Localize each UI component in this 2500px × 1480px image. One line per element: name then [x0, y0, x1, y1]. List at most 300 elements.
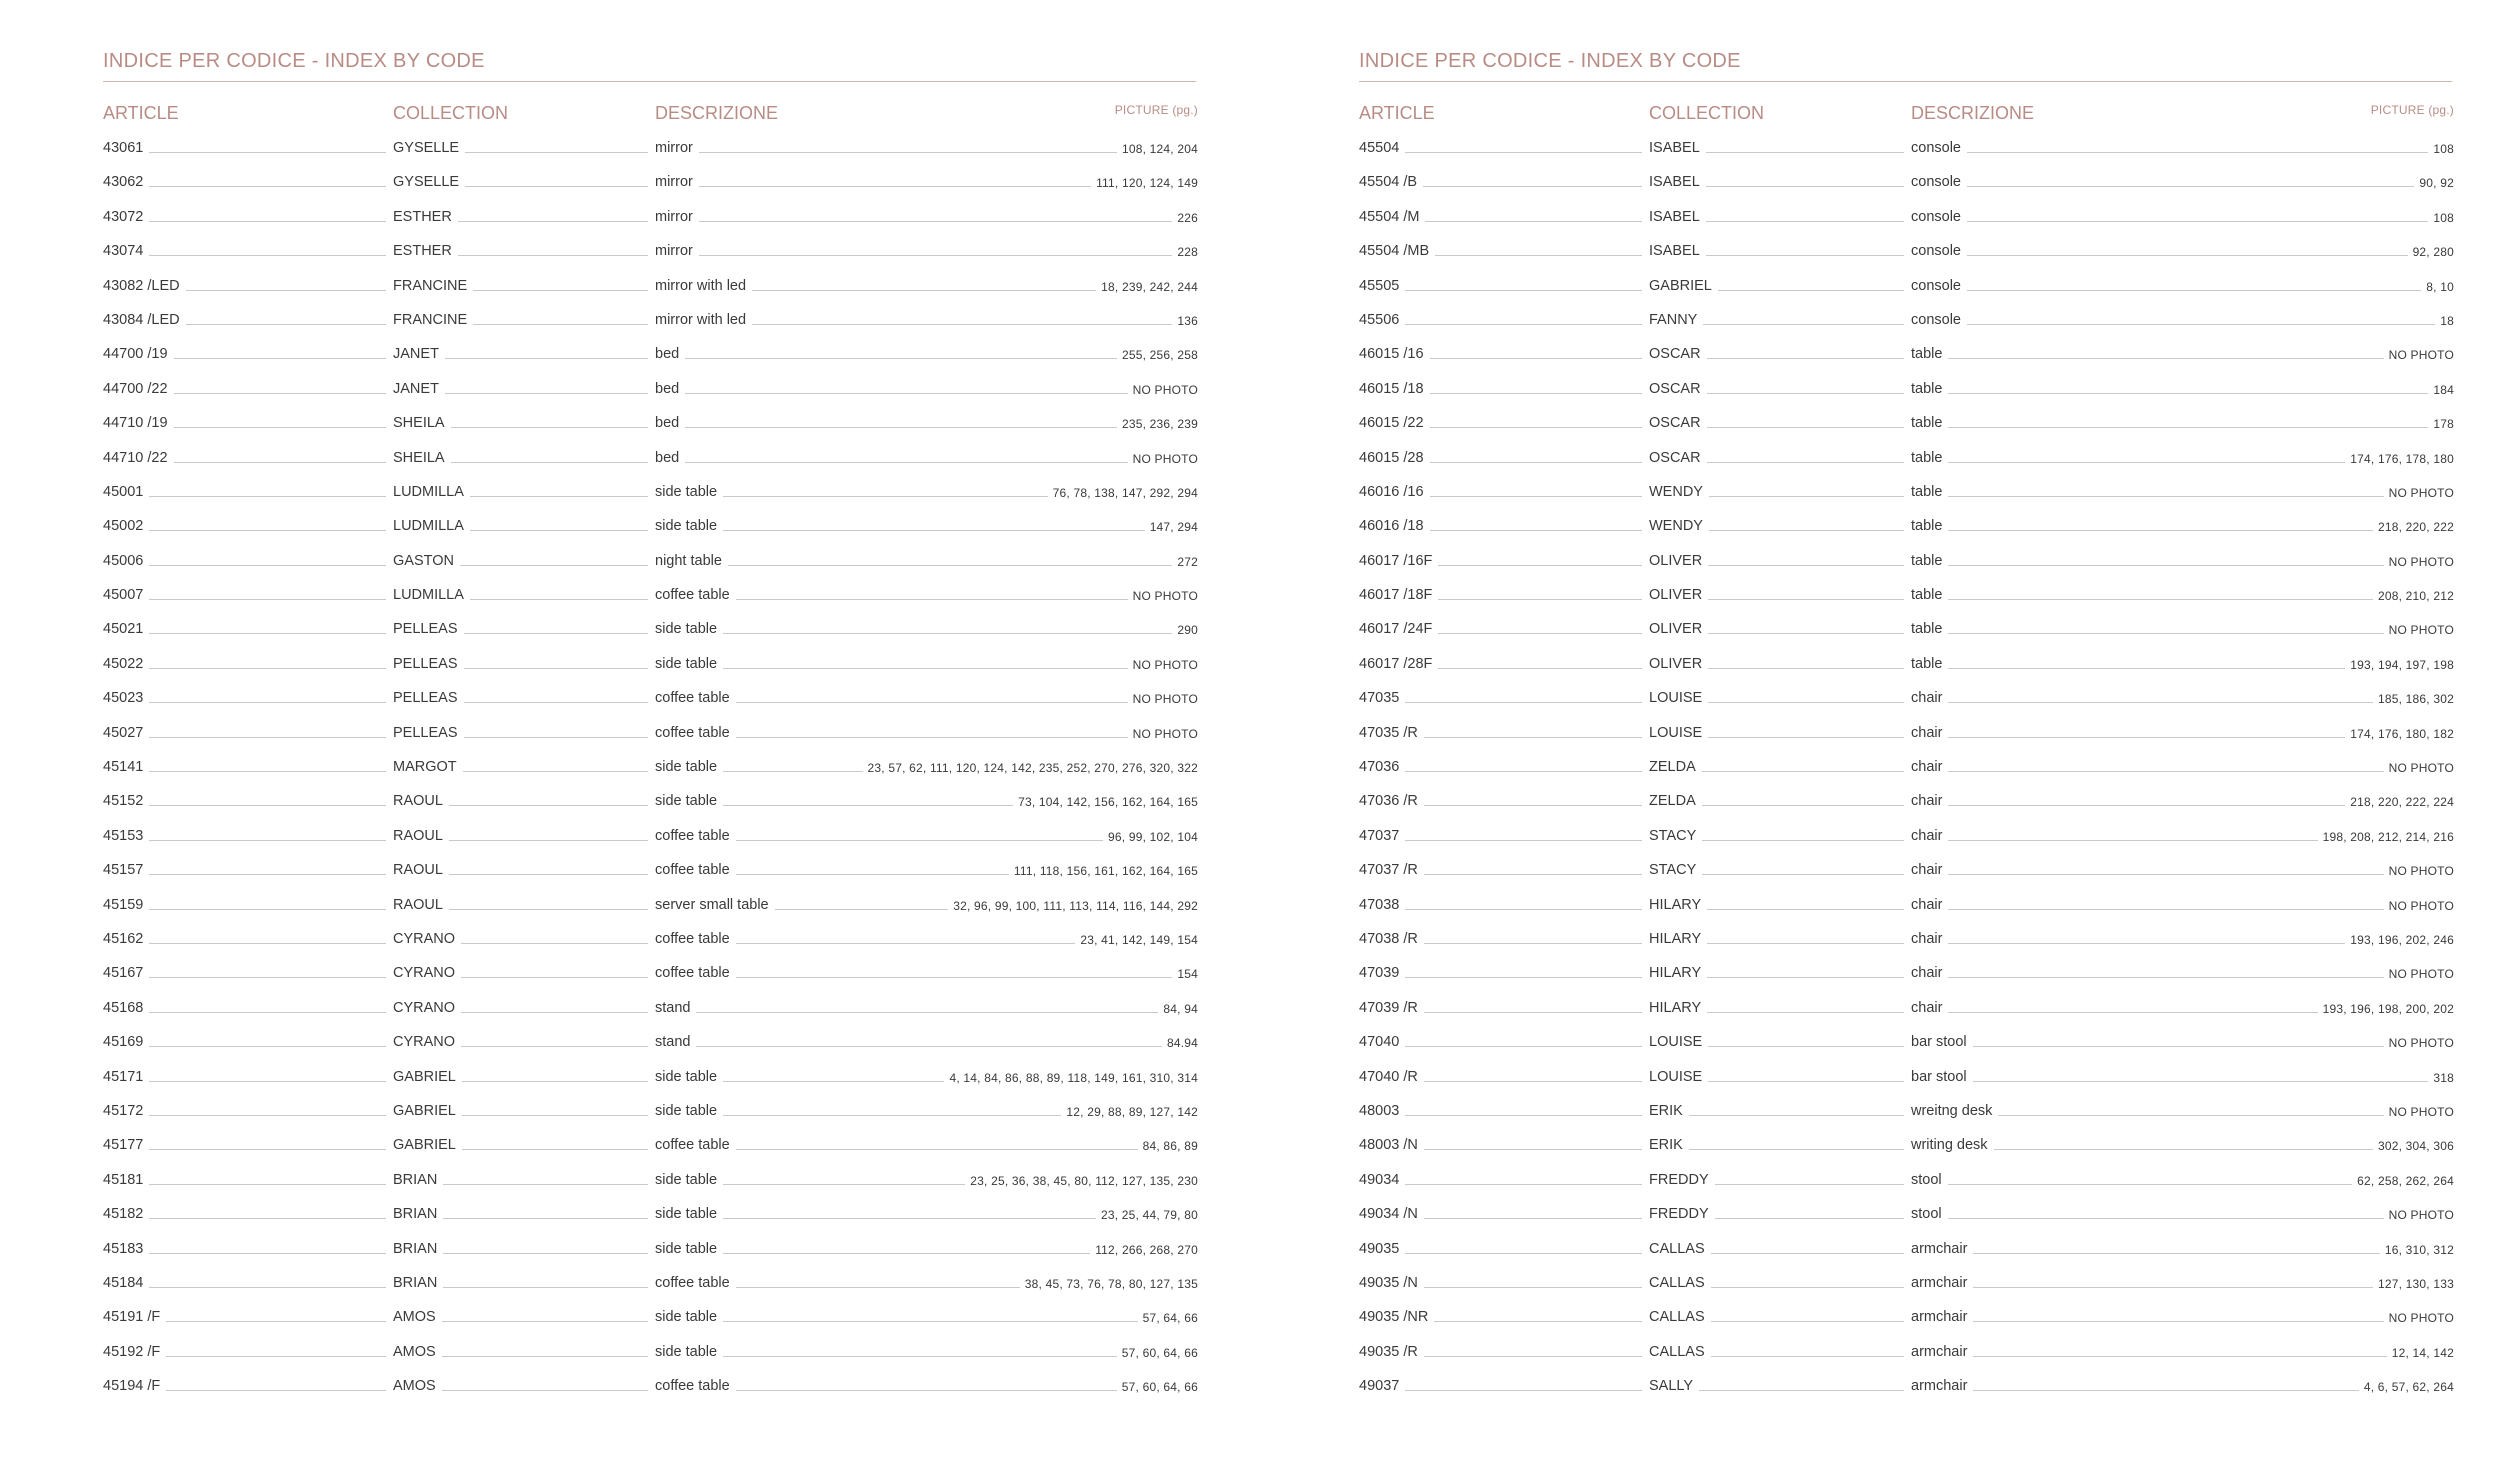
leader-line [699, 151, 1117, 153]
picture-pages: 18, 239, 242, 244 [1101, 279, 1198, 294]
picture-pages: 111, 120, 124, 149 [1096, 176, 1198, 191]
article-code: 46015 /18 [1359, 380, 1424, 397]
article-cell [1359, 346, 1647, 362]
leader-line [1708, 632, 1904, 634]
description-text: side table [655, 1343, 718, 1360]
article-code: 43074 [103, 243, 144, 260]
table-row [103, 447, 1198, 481]
header-description: DESCRIZIONE [1911, 103, 2035, 123]
picture-pages: 218, 220, 222 [2377, 520, 2454, 535]
leader-line [723, 1320, 1138, 1322]
leader-line [1430, 392, 1642, 394]
table-row [103, 928, 1198, 962]
description-text: armchair [1911, 1240, 1968, 1257]
description-cell [655, 759, 1198, 775]
description-cell [655, 1241, 1198, 1257]
collection-name: RAOUL [393, 827, 443, 844]
leader-line [1405, 908, 1642, 910]
leader-line [1967, 151, 2428, 153]
leader-line [149, 151, 386, 153]
collection-name: OLIVER [1649, 655, 1703, 672]
table-row [1359, 997, 2454, 1031]
leader-line [736, 736, 1128, 738]
description-text: bed [655, 380, 680, 397]
article-code: 46017 /24F [1359, 621, 1433, 638]
collection-cell [1649, 1103, 1909, 1119]
collection-name: GABRIEL [393, 1102, 456, 1119]
collection-name: GYSELLE [393, 140, 460, 156]
leader-line [1948, 804, 2345, 806]
leader-line [166, 1355, 386, 1357]
leader-line [1405, 976, 1642, 978]
description-cell [1911, 1275, 2454, 1291]
article-cell [1359, 587, 1647, 603]
description-cell [1911, 1344, 2454, 1360]
picture-pages: 57, 60, 64, 66 [1121, 1380, 1198, 1395]
article-cell [1359, 1069, 1647, 1085]
article-code: 45192 /F [103, 1343, 161, 1360]
collection-name: SALLY [1649, 1378, 1694, 1395]
collection-cell [393, 965, 653, 981]
leader-line [699, 254, 1173, 256]
leader-line [149, 736, 386, 738]
description-cell [655, 174, 1198, 190]
description-text: armchair [1911, 1274, 1968, 1291]
leader-line [1709, 529, 1904, 531]
description-text: side table [655, 1206, 718, 1223]
leader-line [449, 839, 648, 841]
leader-line [1948, 357, 2383, 359]
collection-cell [393, 278, 653, 294]
leader-line [443, 1286, 648, 1288]
collection-name: HILARY [1649, 896, 1702, 913]
picture-pages: 84, 94 [1163, 1001, 1198, 1016]
article-code: 45162 [103, 930, 144, 947]
collection-name: CALLAS [1649, 1343, 1705, 1360]
leader-line [723, 1217, 1096, 1219]
description-text: side table [655, 1102, 718, 1119]
article-code: 45504 [1359, 140, 1400, 156]
leader-line [736, 1286, 1020, 1288]
description-text: table [1911, 449, 1943, 466]
article-code: 45168 [103, 999, 144, 1016]
table-row [1359, 275, 2454, 309]
leader-line [1405, 770, 1642, 772]
description-cell [655, 1172, 1198, 1188]
leader-line [752, 289, 1096, 291]
header-article: ARTICLE [1359, 103, 1435, 123]
description-cell [655, 656, 1198, 672]
table-row [103, 412, 1198, 446]
leader-line [149, 701, 386, 703]
picture-pages: 318 [2433, 1070, 2454, 1085]
leader-line [451, 426, 648, 428]
collection-name: WENDY [1649, 483, 1703, 500]
description-text: console [1911, 243, 1961, 260]
leader-line [1405, 151, 1642, 153]
description-text: coffee table [655, 827, 730, 844]
description-cell [655, 346, 1198, 362]
leader-line [149, 254, 386, 256]
collection-cell [393, 690, 653, 706]
picture-pages: 112, 266, 268, 270 [1095, 1242, 1198, 1257]
collection-cell [393, 587, 653, 603]
leader-line [1699, 1389, 1904, 1391]
collection-name: HILARY [1649, 999, 1702, 1016]
leader-line [723, 1183, 965, 1185]
table-row [1359, 790, 2454, 824]
picture-pages: NO PHOTO [1132, 726, 1198, 741]
leader-line [1708, 564, 1904, 566]
article-cell [103, 1344, 391, 1360]
picture-pages: 226 [1177, 210, 1198, 225]
leader-line [1711, 1252, 1904, 1254]
article-cell [103, 1241, 391, 1257]
article-cell [1359, 243, 1647, 259]
collection-name: AMOS [393, 1309, 436, 1326]
article-cell [103, 243, 391, 259]
description-text: table [1911, 380, 1943, 397]
description-text: table [1911, 415, 1943, 432]
article-code: 45191 /F [103, 1309, 161, 1326]
leader-line [449, 873, 648, 875]
description-text: console [1911, 277, 1961, 294]
table-row [1359, 240, 2454, 274]
leader-line [696, 1045, 1161, 1047]
leader-line [736, 1148, 1138, 1150]
leader-line [1948, 942, 2345, 944]
article-code: 49035 /R [1359, 1343, 1418, 1360]
description-cell [655, 1000, 1198, 1016]
picture-pages: NO PHOTO [2388, 623, 2454, 638]
collection-cell [393, 656, 653, 672]
table-row [103, 343, 1198, 377]
picture-pages: 92, 280 [2412, 245, 2454, 260]
article-code: 45504 /MB [1359, 243, 1430, 260]
leader-line [149, 1045, 386, 1047]
leader-line [1689, 1114, 1904, 1116]
leader-line [1707, 426, 1904, 428]
leader-line [1948, 770, 2383, 772]
leader-line [685, 426, 1117, 428]
collection-name: OLIVER [1649, 621, 1703, 638]
collection-name: GASTON [393, 552, 454, 569]
collection-name: CALLAS [1649, 1309, 1705, 1326]
leader-line [1948, 667, 2345, 669]
picture-pages: NO PHOTO [2388, 1036, 2454, 1051]
table-row [1359, 1100, 2454, 1134]
article-code: 45007 [103, 587, 144, 604]
header-article: ARTICLE [103, 103, 179, 123]
table-row [1359, 1169, 2454, 1203]
description-text: chair [1911, 827, 1943, 844]
leader-line [449, 908, 648, 910]
leader-line [149, 1252, 386, 1254]
description-text: stool [1911, 1171, 1942, 1188]
article-cell [103, 209, 391, 225]
description-cell [655, 278, 1198, 294]
article-cell [1359, 278, 1647, 294]
leader-line [1708, 598, 1904, 600]
description-cell [1911, 897, 2454, 913]
article-code: 45183 [103, 1240, 144, 1257]
picture-pages: 302, 304, 306 [2377, 1139, 2454, 1154]
description-cell [1911, 965, 2454, 981]
picture-pages: NO PHOTO [2388, 1311, 2454, 1326]
leader-line [1973, 1389, 2358, 1391]
collection-cell [1649, 1034, 1909, 1050]
article-cell [103, 1378, 391, 1394]
leader-line [1430, 426, 1642, 428]
description-text: table [1911, 518, 1943, 535]
description-text: console [1911, 208, 1961, 225]
description-cell [655, 243, 1198, 259]
description-text: chair [1911, 759, 1943, 776]
leader-line [1405, 1114, 1642, 1116]
description-cell [655, 1206, 1198, 1222]
description-text: chair [1911, 862, 1943, 879]
page-title: INDICE PER CODICE - INDEX BY CODE [103, 50, 485, 72]
table-row [103, 859, 1198, 893]
leader-line [1430, 529, 1642, 531]
leader-line [445, 392, 648, 394]
description-cell [1911, 1172, 2454, 1188]
table-row [1359, 343, 2454, 377]
leader-line [149, 976, 386, 978]
collection-name: RAOUL [393, 793, 443, 810]
collection-cell [1649, 1069, 1909, 1085]
picture-pages: 23, 25, 44, 79, 80 [1100, 1208, 1198, 1223]
picture-pages: 178 [2433, 417, 2454, 432]
header-description: DESCRIZIONE [655, 103, 779, 123]
collection-cell [1649, 1206, 1909, 1222]
description-text: stand [655, 999, 691, 1016]
leader-line [1702, 804, 1904, 806]
description-text: mirror [655, 208, 693, 225]
collection-name: FRANCINE [393, 311, 468, 328]
leader-line [752, 323, 1172, 325]
leader-line [149, 873, 386, 875]
description-cell [1911, 931, 2454, 947]
leader-line [1948, 495, 2383, 497]
table-row [103, 1306, 1198, 1340]
header-collection: COLLECTION [1649, 103, 1765, 123]
table-row [1359, 206, 2454, 240]
collection-cell [1649, 931, 1909, 947]
leader-line [1948, 1183, 2353, 1185]
description-text: table [1911, 483, 1943, 500]
description-text: mirror [655, 140, 693, 156]
collection-name: BRIAN [393, 1206, 438, 1223]
article-code: 45006 [103, 552, 144, 569]
collection-cell [1649, 140, 1909, 156]
collection-name: FANNY [1649, 311, 1698, 328]
leader-line [174, 426, 386, 428]
leader-line [1948, 1011, 2317, 1013]
collection-name: ISABEL [1649, 140, 1700, 156]
article-cell [103, 965, 391, 981]
leader-line [723, 1355, 1117, 1357]
description-text: mirror [655, 243, 693, 260]
collection-cell [1649, 759, 1909, 775]
article-cell [1359, 1344, 1647, 1360]
leader-line [1424, 1080, 1642, 1082]
collection-name: OLIVER [1649, 552, 1703, 569]
description-text: bar stool [1911, 1068, 1967, 1085]
description-cell [1911, 1241, 2454, 1257]
collection-cell [1649, 278, 1909, 294]
article-code: 48003 [1359, 1102, 1400, 1119]
table-row [1359, 1066, 2454, 1100]
collection-cell [393, 1103, 653, 1119]
article-code: 47035 /R [1359, 724, 1418, 741]
article-code: 47039 /R [1359, 999, 1418, 1016]
collection-name: CYRANO [393, 930, 456, 947]
collection-cell [393, 140, 653, 156]
article-cell [103, 1172, 391, 1188]
description-cell [1911, 278, 2454, 294]
description-cell [655, 793, 1198, 809]
table-row [103, 825, 1198, 859]
leader-line [685, 357, 1117, 359]
article-cell [1359, 965, 1647, 981]
article-cell [1359, 484, 1647, 500]
picture-pages: 111, 118, 156, 161, 162, 164, 165 [1013, 864, 1198, 879]
collection-name: ZELDA [1649, 793, 1696, 810]
table-row [103, 1203, 1198, 1237]
article-code: 45506 [1359, 311, 1400, 328]
description-cell [1911, 346, 2454, 362]
article-cell [103, 1309, 391, 1325]
collection-name: CALLAS [1649, 1274, 1705, 1291]
description-cell [655, 828, 1198, 844]
leader-line [1948, 1217, 2384, 1219]
collection-name: ISABEL [1649, 174, 1700, 191]
leader-line [1973, 1355, 2386, 1357]
article-cell [1359, 1275, 1647, 1291]
leader-line [1948, 976, 2383, 978]
picture-pages: 185, 186, 302 [2377, 692, 2454, 707]
leader-line [1438, 632, 1642, 634]
collection-name: CYRANO [393, 1034, 456, 1051]
picture-pages: NO PHOTO [2388, 864, 2454, 879]
collection-name: GABRIEL [393, 1137, 456, 1154]
description-cell [655, 484, 1198, 500]
table-row [1359, 1306, 2454, 1340]
table-row [103, 962, 1198, 996]
article-code: 46017 /16F [1359, 552, 1433, 569]
collection-name: HILARY [1649, 930, 1702, 947]
description-cell [1911, 174, 2454, 190]
description-text: table [1911, 621, 1943, 638]
leader-line [1711, 1286, 1904, 1288]
description-cell [655, 381, 1198, 397]
description-cell [655, 1103, 1198, 1119]
leader-line [465, 151, 648, 153]
description-cell [655, 1034, 1198, 1050]
leader-line [736, 976, 1173, 978]
leader-line [1708, 667, 1904, 669]
leader-line [149, 1080, 386, 1082]
picture-pages: 174, 176, 180, 182 [2350, 726, 2454, 741]
picture-pages: 154 [1177, 967, 1198, 982]
collection-cell [393, 1137, 653, 1153]
leader-line [1438, 564, 1642, 566]
article-cell [103, 381, 391, 397]
leader-line [464, 667, 649, 669]
leader-line [149, 220, 386, 222]
picture-pages: NO PHOTO [2388, 967, 2454, 982]
article-code: 43061 [103, 140, 144, 156]
collection-name: STACY [1649, 827, 1697, 844]
leader-line [149, 564, 386, 566]
collection-cell [1649, 553, 1909, 569]
picture-pages: NO PHOTO [2388, 761, 2454, 776]
picture-pages: NO PHOTO [2388, 554, 2454, 569]
picture-pages: 90, 92 [2419, 176, 2454, 191]
article-code: 47040 [1359, 1034, 1400, 1051]
description-cell [655, 450, 1198, 466]
article-cell [1359, 140, 1647, 156]
collection-cell [393, 415, 653, 431]
table-row [103, 1238, 1198, 1272]
collection-name: LOUISE [1649, 1068, 1703, 1085]
collection-name: LUDMILLA [393, 483, 464, 500]
description-cell [655, 587, 1198, 603]
picture-pages: 4, 6, 57, 62, 264 [2363, 1380, 2454, 1395]
collection-cell [393, 243, 653, 259]
table-row [1359, 756, 2454, 790]
description-text: chair [1911, 930, 1943, 947]
collection-name: HILARY [1649, 965, 1702, 982]
article-code: 45159 [103, 896, 144, 913]
article-cell [103, 140, 391, 156]
leader-line [736, 942, 1076, 944]
article-code: 47036 /R [1359, 793, 1418, 810]
article-code: 45504 /B [1359, 174, 1418, 191]
article-code: 49035 [1359, 1240, 1400, 1257]
collection-cell [1649, 415, 1909, 431]
article-cell [103, 518, 391, 534]
article-code: 49034 [1359, 1171, 1400, 1188]
leader-line [1948, 701, 2373, 703]
leader-line [465, 185, 648, 187]
table-row [1359, 550, 2454, 584]
table-row [103, 1134, 1198, 1168]
description-text: table [1911, 346, 1943, 363]
leader-line [449, 804, 648, 806]
article-code: 47036 [1359, 759, 1400, 776]
description-cell [1911, 759, 2454, 775]
leader-line [1967, 323, 2435, 325]
leader-line [1424, 1217, 1642, 1219]
description-cell [1911, 209, 2454, 225]
article-cell [103, 1034, 391, 1050]
description-cell [655, 1137, 1198, 1153]
collection-name: ERIK [1649, 1137, 1683, 1154]
leader-line [1708, 1045, 1904, 1047]
collection-name: PELLEAS [393, 621, 458, 638]
table-row [103, 653, 1198, 687]
collection-cell [393, 518, 653, 534]
collection-cell [1649, 1309, 1909, 1325]
description-cell [655, 1069, 1198, 1085]
collection-name: WENDY [1649, 518, 1703, 535]
leader-line [149, 1286, 386, 1288]
picture-pages: 84, 86, 89 [1142, 1139, 1198, 1154]
leader-line [1424, 1148, 1642, 1150]
collection-cell [1649, 174, 1909, 190]
